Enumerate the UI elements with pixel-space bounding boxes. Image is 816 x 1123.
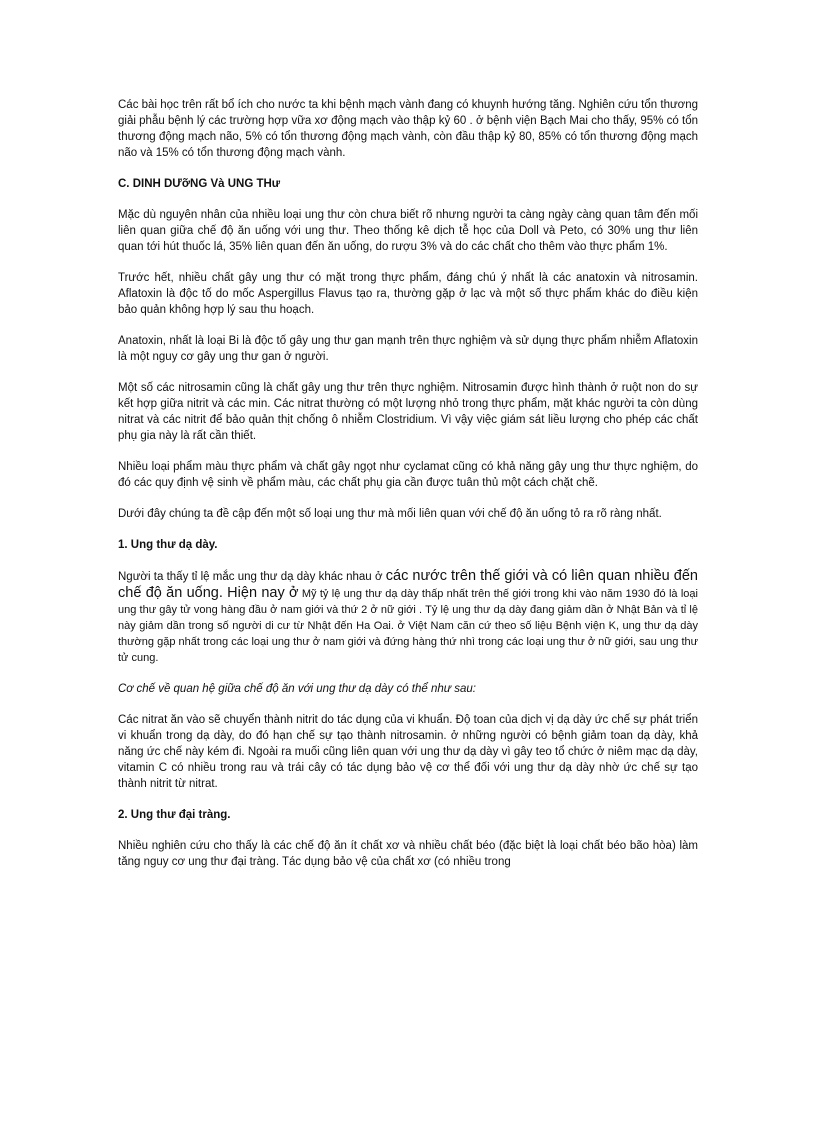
document-page	[118, 97, 698, 885]
section-title-colon-cancer: 2. Ung thư đại tràng.	[118, 809, 231, 821]
paragraph-stomach-cancer-rates	[118, 568, 698, 666]
paragraph-food-coloring: Nhiều loại phẩm màu thực phẩm và chất gây ngọt như cyclamat cũng có khả năng gây ung thư thực nghiệm, do đó các quy định vệ sinh về phẩm màu, các chất phụ gia cần được tuân thủ một cách chặt chẽ.	[118, 461, 698, 489]
paragraph-fiber-fat: Nhiều nghiên cứu cho thấy là các chế độ ăn ít chất xơ và nhiều chất béo (đặc biệt là loại chất béo bão hòa) làm tăng nguy cơ ung thư đại tràng. Tác dụng bảo vệ của chất xơ (có nhiều trong	[118, 840, 698, 868]
paragraph-nitrate-mechanism: Các nitrat ăn vào sẽ chuyển thành nitrit do tác dụng của vi khuẩn. Độ toan của dịch vị dạ dày ức chế sự phát triển vi khuẩn trong dạ dày, do đó hạn chế sự tạo thành nitrosamin. ở những người có bệnh giảm toan dạ dày, khả năng ức chế này kém đi. Ngoài ra muối cũng liên quan với ung thư dạ dày vì gây teo tổ chức ở niêm mạc dạ dày, vitamin C có nhiều trong rau và trái cây có tác dụng bảo vệ cơ thể đối với ung thư dạ dày nhờ ức chế sự tạo thành nitrit từ nitrat.	[118, 714, 698, 790]
paragraph-anatoxin: Anatoxin, nhất là loại Bi là độc tố gây ung thư gan mạnh trên thực nghiệm và sử dụng thực phẩm nhiễm Aflatoxin là một nguy cơ gây ung thư gan ở người.	[118, 335, 698, 363]
paragraph-intro-cancer-types: Dưới đây chúng ta đề cập đến một số loại ung thư mà mối liên quan với chế độ ăn uống tỏ ra rõ ràng nhất.	[118, 508, 662, 520]
paragraph-diet-cancer-link: Mặc dù nguyên nhân của nhiều loại ung thư còn chưa biết rõ nhưng người ta càng ngày càng quan tâm đến mối liên quan giữa chế độ ăn uống với ung thư. Theo thống kê dịch tễ học của Doll và Peto, có 30% ung thư liên quan tới hút thuốc lá, 35% liên quan đến ăn uống, do rượu 3% và do các chất cho thêm vào thực phẩm 1%.	[118, 209, 698, 253]
section-title-nutrition-cancer: C. DINH DƯỡNG Và UNG THư	[118, 178, 281, 190]
paragraph-mechanism-intro: Cơ chế về quan hệ giữa chế độ ăn với ung thư dạ dày có thể như sau:	[118, 683, 476, 695]
paragraph-carcinogens-in-food: Trước hết, nhiều chất gây ung thư có mặt trong thực phẩm, đáng chú ý nhất là các anatoxin và nitrosamin. Aflatoxin là độc tố do mốc Aspergillus Flavus tạo ra, thường gặp ở lạc và một số thực phẩm khác do điều kiện bảo quản không hợp lý sau thu hoạch.	[118, 272, 698, 316]
paragraph-nitrosamin: Một số các nitrosamin cũng là chất gây ung thư trên thực nghiệm. Nitrosamin được hình thành ở ruột non do sự kết hợp giữa nitrit và các min. Các nitrat thường có một lượng nhỏ trong thực phẩm, mặt khác người ta còn dùng nitrat và các nitrit để bảo quản thịt chống ô nhiễm Clostridium. Vì vậy việc giám sát liều lượng cho phép các chất phụ gia này là rất cần thiết.	[118, 382, 698, 442]
stomach-rates-text-a: Người ta thấy tỉ lệ mắc ung thư dạ dày khác nhau ở	[118, 571, 386, 583]
stomach-rates-text-b: các nước trên thế giới và có liên quan nhiều đến chế độ ăn uống. Hiện nay ở	[118, 568, 699, 601]
section-title-stomach-cancer: 1. Ung thư dạ dày.	[118, 539, 218, 551]
stomach-rates-text-c: Mỹ tỷ lệ ung thư dạ dày thấp nhất trên thế giới trong khi vào năm 1930 đó là loại ung thư gây tử vong hàng đầu ở nam giới và thứ 2 ở nữ giới . Tỷ lệ ung thư dạ dày đang giảm dần ở Nhật Bản và tỉ lệ này giảm dần trong số người di cư từ Nhật đến Ha Oai. ở Việt Nam căn cứ theo số liệu Bệnh viện K, ung thư dạ dày thường gặp nhất trong các loại ung thư ở nam giới và đứng hàng thứ nhì trong các loại ung thư ở nữ giới, sau ung thư tử cung.	[118, 588, 698, 664]
paragraph-coronary-lessons: Các bài học trên rất bổ ích cho nước ta khi bệnh mạch vành đang có khuynh hướng tăng. Nghiên cứu tổn thương giải phẫu bệnh lý các trường hợp vữa xơ động mạch vào thập kỷ 60 . ở bệnh viện Bạch Mai cho thấy, 95% có tổn thương động mạch não, 5% có tổn thương động mạch vành, còn đầu thập kỷ 80, 85% có tổn thương động mạch não và 15% có tổn thương động mạch vành.	[118, 99, 698, 159]
